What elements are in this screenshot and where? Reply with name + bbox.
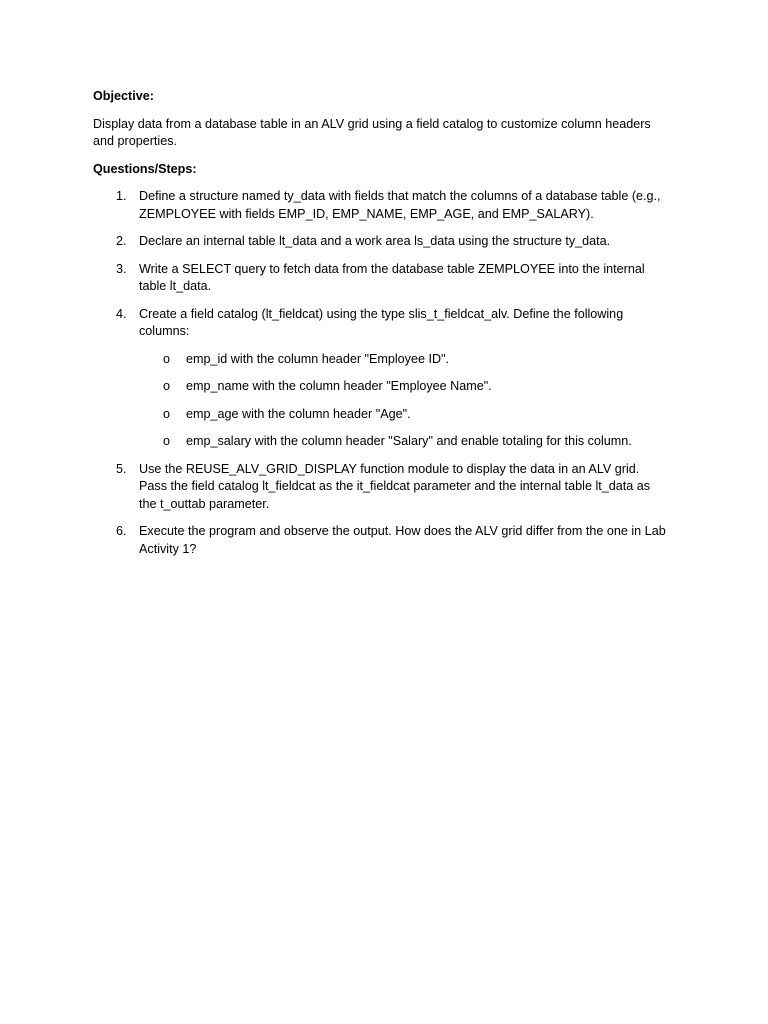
column-text: emp_salary with the column header "Salary" and enable totaling for this column. xyxy=(186,434,632,448)
column-item xyxy=(139,378,668,396)
step-item xyxy=(93,261,668,296)
steps-heading: Questions/Steps: xyxy=(93,161,197,176)
column-text: emp_name with the column header "Employee Name". xyxy=(186,379,492,393)
bullet-marker: o xyxy=(163,379,171,393)
step-text: Define a structure named ty_data with fields that match the columns of a database table (e.g., ZEMPLOYEE with fields EMP_ID, EMP_NAME, EMP_AGE, and EMP_SALARY). xyxy=(139,189,661,221)
steps-list xyxy=(93,188,668,558)
step-item xyxy=(93,461,668,514)
column-item xyxy=(139,351,668,369)
document-page xyxy=(93,88,668,568)
column-item xyxy=(139,433,668,451)
step-text: Execute the program and observe the output. How does the ALV grid differ from the one in Lab Activity 1? xyxy=(139,524,666,556)
step-number: 5. xyxy=(116,461,127,476)
column-text: emp_age with the column header "Age". xyxy=(186,406,411,421)
step-number: 3. xyxy=(116,261,127,276)
step-text: Use the REUSE_ALV_GRID_DISPLAY function module to display the data in an ALV grid. Pass the field catalog lt_fieldcat as the it_fieldcat parameter and the internal table lt_data as the t_outtab parameter. xyxy=(139,461,651,511)
column-text: emp_id with the column header "Employee ID". xyxy=(186,351,450,366)
step-number: 1. xyxy=(116,189,127,203)
objective-text: Display data from a database table in an ALV grid using a field catalog to customize column headers and properties. xyxy=(93,116,651,148)
step-number: 4. xyxy=(116,306,127,321)
step-item xyxy=(93,233,668,251)
step-number: 6. xyxy=(116,524,127,538)
step-item xyxy=(93,306,668,451)
column-item xyxy=(139,406,668,424)
step-text: Write a SELECT query to fetch data from the database table ZEMPLOYEE into the internal table lt_data. xyxy=(139,261,645,293)
column-list xyxy=(139,351,668,451)
bullet-marker: o xyxy=(163,406,171,421)
step-text: Declare an internal table lt_data and a work area ls_data using the structure ty_data. xyxy=(139,234,611,248)
step-item xyxy=(93,523,668,558)
step-text: Create a field catalog (lt_fieldcat) using the type slis_t_fieldcat_alv. Define the following columns: xyxy=(139,306,624,338)
bullet-marker: o xyxy=(163,434,171,448)
objective-heading: Objective: xyxy=(93,89,154,103)
bullet-marker: o xyxy=(163,351,171,366)
step-item xyxy=(93,188,668,223)
step-number: 2. xyxy=(116,234,127,248)
